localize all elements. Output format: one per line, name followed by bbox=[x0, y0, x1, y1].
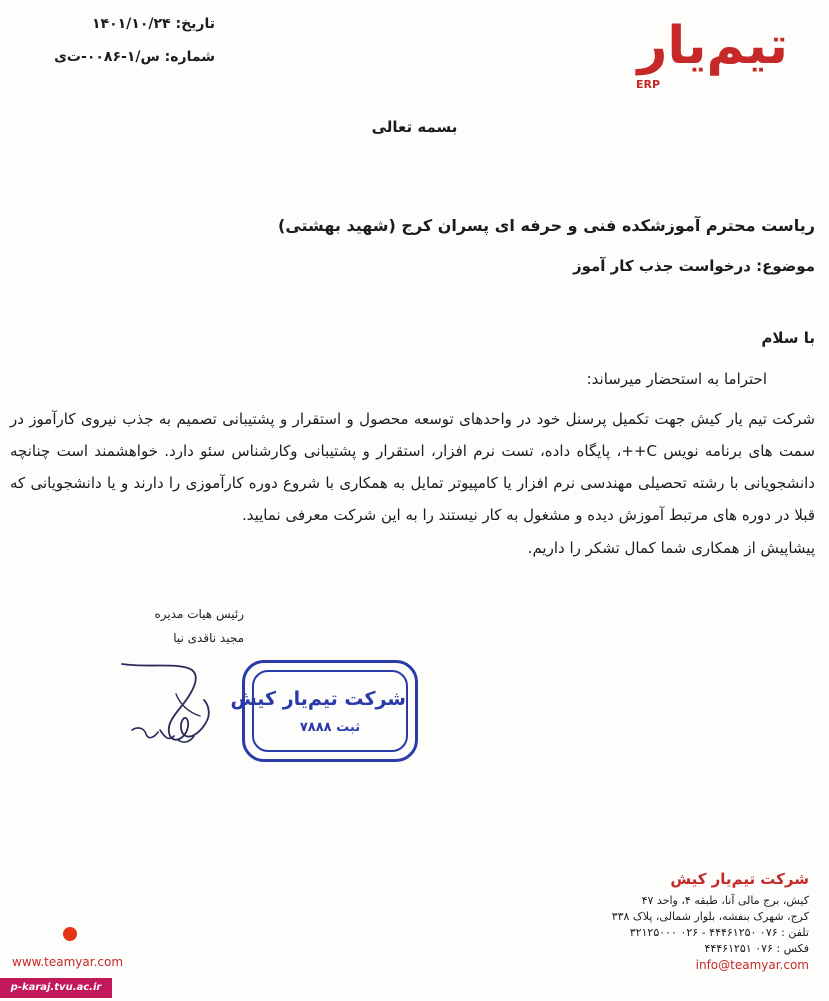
letter-number: شماره: س/۱-۰۰۸۶-ت‌ی bbox=[54, 49, 215, 65]
footer-address-kish: کیش، برج مالی آنا، طبقه ۴، واحد ۴۷ bbox=[641, 894, 809, 907]
footer-fax: فکس : ۰۷۶ ۴۴۴۶۱۲۵۱ bbox=[704, 942, 809, 955]
footer-company-name: شرکت تیم‌یار کیش bbox=[670, 870, 809, 888]
decorative-dot-icon bbox=[63, 927, 77, 941]
letter-recipient: ریاست محترم آموزشکده فنی و حرفه ای پسران کرج (شهید بهشتی) bbox=[278, 216, 815, 235]
signatory-name: مجید ناقدی نیا bbox=[173, 631, 244, 645]
footer-phone: تلفن : ۰۷۶ ۴۴۴۶۱۲۵۰ - ۰۲۶ ۳۲۱۲۵۰۰۰ bbox=[629, 926, 809, 939]
stamp-registration-number: ثبت ۷۸۸۸ bbox=[299, 720, 361, 735]
letter-closing: پیشاپیش از همکاری شما کمال تشکر را داریم. bbox=[527, 539, 815, 557]
company-logo bbox=[628, 14, 788, 104]
company-stamp bbox=[230, 660, 418, 762]
source-watermark-tag: p-karaj.tvu.ac.ir bbox=[0, 978, 112, 998]
letter-basmala: بسمه تعالی bbox=[371, 118, 458, 136]
letter-subject: موضوع: درخواست جذب کار آموز bbox=[572, 257, 815, 275]
signatory-title: رئیس هیات مدیره bbox=[154, 607, 244, 621]
stamp-company-name: شرکت تیم‌یار کیش bbox=[230, 688, 406, 710]
letter-greeting: با سلام bbox=[761, 329, 815, 347]
footer-email: info@teamyar.com bbox=[695, 958, 809, 972]
footer-address-karaj: کرج، شهرک بنفشه، بلوار شمالی، پلاک ۳۳۸ bbox=[611, 910, 809, 923]
letter-body: شرکت تیم یار کیش جهت تکمیل پرسنل خود در واحدهای توسعه محصول و استقرار و پشتیبانی تصمیم به جذب نیروی کارآموز در سمت های برنامه نویس C++، پایگاه داده، تست نرم افزار، استقرار و پشتیبانی وکارشناس سئو دارد. خواهشمند است چنانچه دانشجویانی با رشته تحصیلی مهندسی نرم افزار یا کامپیوتر تمایل به همکاری با شروع دوره کارآموزی را دارند و یا دانشجویانی که قبلا در دوره های مرتبط آموزش دیده و مشغول به کار نیستند را به این شرکت معرفی نمایید. bbox=[10, 410, 815, 524]
handwritten-signature bbox=[118, 656, 228, 756]
letter-intro: احتراما به استحضار میرساند: bbox=[586, 370, 767, 388]
logo-wordmark: تیم‌یار bbox=[637, 16, 788, 76]
logo-erp-label: ERP bbox=[636, 78, 661, 91]
letter-date: تاریخ: ۱۴۰۱/۱۰/۲۴ bbox=[92, 16, 215, 32]
footer-website: www.teamyar.com bbox=[12, 955, 124, 969]
stamp-inner-border bbox=[230, 670, 408, 752]
